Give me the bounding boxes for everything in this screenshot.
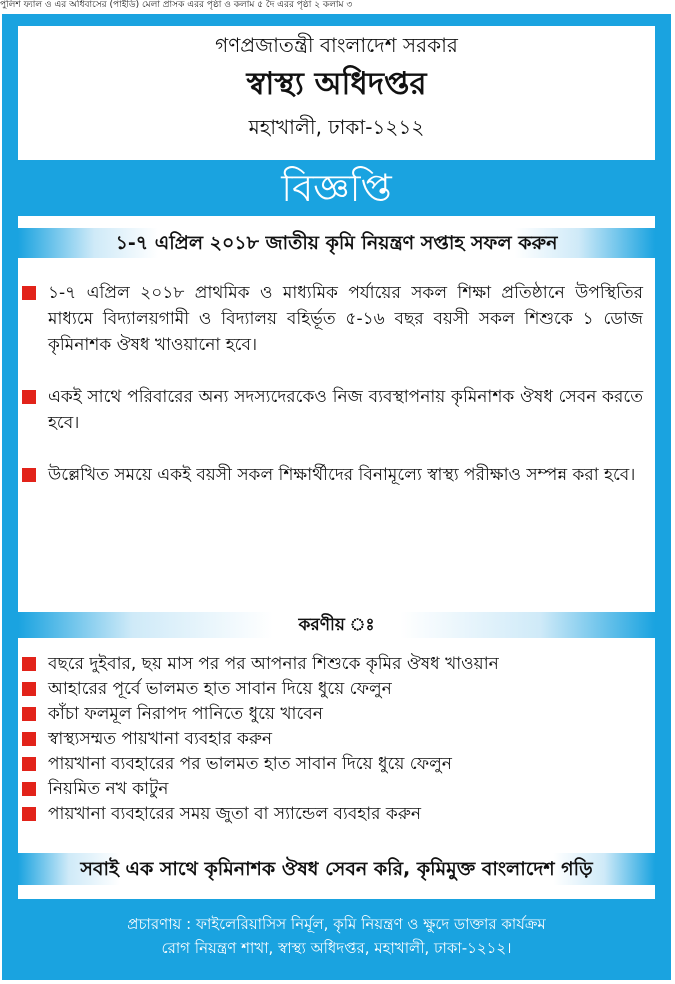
todo-text: বছরে দুইবার, ছয় মাস পর পর আপনার শিশুকে কৃমির ঔষধ খাওয়ান [48,654,499,674]
red-square-bullet-icon [22,782,36,796]
list-item [18,677,655,702]
department-address: মহাখালী, ঢাকা-১২১২ [248,115,425,139]
red-square-bullet-icon [22,757,36,771]
notice-title: বিজ্ঞপ্তি [281,166,392,210]
todo-list [18,652,655,827]
content-panel [18,216,655,899]
todo-heading: করণীয় ঃ [18,612,655,638]
list-item [18,727,655,752]
red-square-bullet-icon [22,732,36,746]
footer-line-1: প্রচারণায় : ফাইলেরিয়াসিস নির্মূল, কৃমি নিয়ন্ত্রণ ও ক্ষুদে ডাক্তার কার্যক্রম [127,915,546,933]
red-square-bullet-icon [22,468,36,482]
header-box [18,26,655,160]
todo-text: কাঁচা ফলমূল নিরাপদ পানিতে ধুয়ে খাবেন [48,704,323,724]
red-square-bullet-icon [22,682,36,696]
notice-frame [2,14,671,980]
government-name: গণপ্রজাতন্ত্রী বাংলাদেশ সরকার [215,33,458,57]
bullet-text: একই সাথে পরিবারের অন্য সদস্যদেরকেও নিজ ব্যবস্থাপনায় কৃমিনাশক ঔষধ সেবন করতে হবে। [48,387,643,433]
campaign-headline: ১-৭ এপ্রিল ২০১৮ জাতীয় কৃমি নিয়ন্ত্রণ সপ্তাহ সফল করুন [18,228,655,258]
todo-text: আহারের পূর্বে ভালমত হাত সাবান দিয়ে ধুয়ে ফেলুন [48,679,392,699]
todo-text: স্বাস্থ্যসম্মত পায়খানা ব্যবহার করুন [48,729,273,749]
list-item [18,802,655,827]
footer-line-2: রোগ নিয়ন্ত্রণ শাখা, স্বাস্থ্য অধিদপ্তর, মহাখালী, ঢাকা-১২১২। [161,939,512,957]
slogan-banner: সবাই এক সাথে কৃমিনাশক ঔষধ সেবন করি, কৃমিমুক্ত বাংলাদেশ গড়ি [18,853,655,885]
list-item [18,462,655,488]
red-square-bullet-icon [22,807,36,821]
todo-text: নিয়মিত নখ কাটুন [48,779,169,799]
red-square-bullet-icon [22,657,36,671]
todo-text: পায়খানা ব্যবহারের সময় জুতা বা স্যান্ডেল ব্যবহার করুন [48,804,422,824]
todo-text: পায়খানা ব্যবহারের পর ভালমত হাত সাবান দিয়ে ধুয়ে ফেলুন [48,754,452,774]
red-square-bullet-icon [22,286,36,300]
list-item [18,280,655,358]
list-item [18,777,655,802]
list-item [18,652,655,677]
department-name: স্বাস্থ্য অধিদপ্তর [246,66,427,102]
list-item [18,384,655,436]
top-strip-text: পুলিশ ফ্যাল ও এর অধিবাসের (পাইডি) মেলা প্রাসক এরর পৃষ্ঠা ও কলাম ৫ দৈ এরর পৃষ্ঠা ২ কলাম ৩ [0,0,353,10]
bullet-text: উল্লেখিত সময়ে একই বয়সী সকল শিক্ষার্থীদের বিনামূল্যে স্বাস্থ্য পরীক্ষাও সম্পন্ন করা হবে। [48,465,636,485]
bullet-text: ১-৭ এপ্রিল ২০১৮ প্রাথমিক ও মাধ্যমিক পর্যায়ের সকল শিক্ষা প্রতিষ্ঠানে উপস্থিতির মাধ্যমে বিদ্যালয়গামী ও বিদ্যালয় বহির্ভূত ৫-১৬ বছর বয়সী সকল শিশুকে ১ ডোজ কৃমিনাশক ঔষধ খাওয়ানো হবে। [48,283,643,355]
list-item [18,702,655,727]
footer [2,912,671,960]
bullet-list [18,280,655,514]
red-square-bullet-icon [22,390,36,404]
list-item [18,752,655,777]
red-square-bullet-icon [22,707,36,721]
